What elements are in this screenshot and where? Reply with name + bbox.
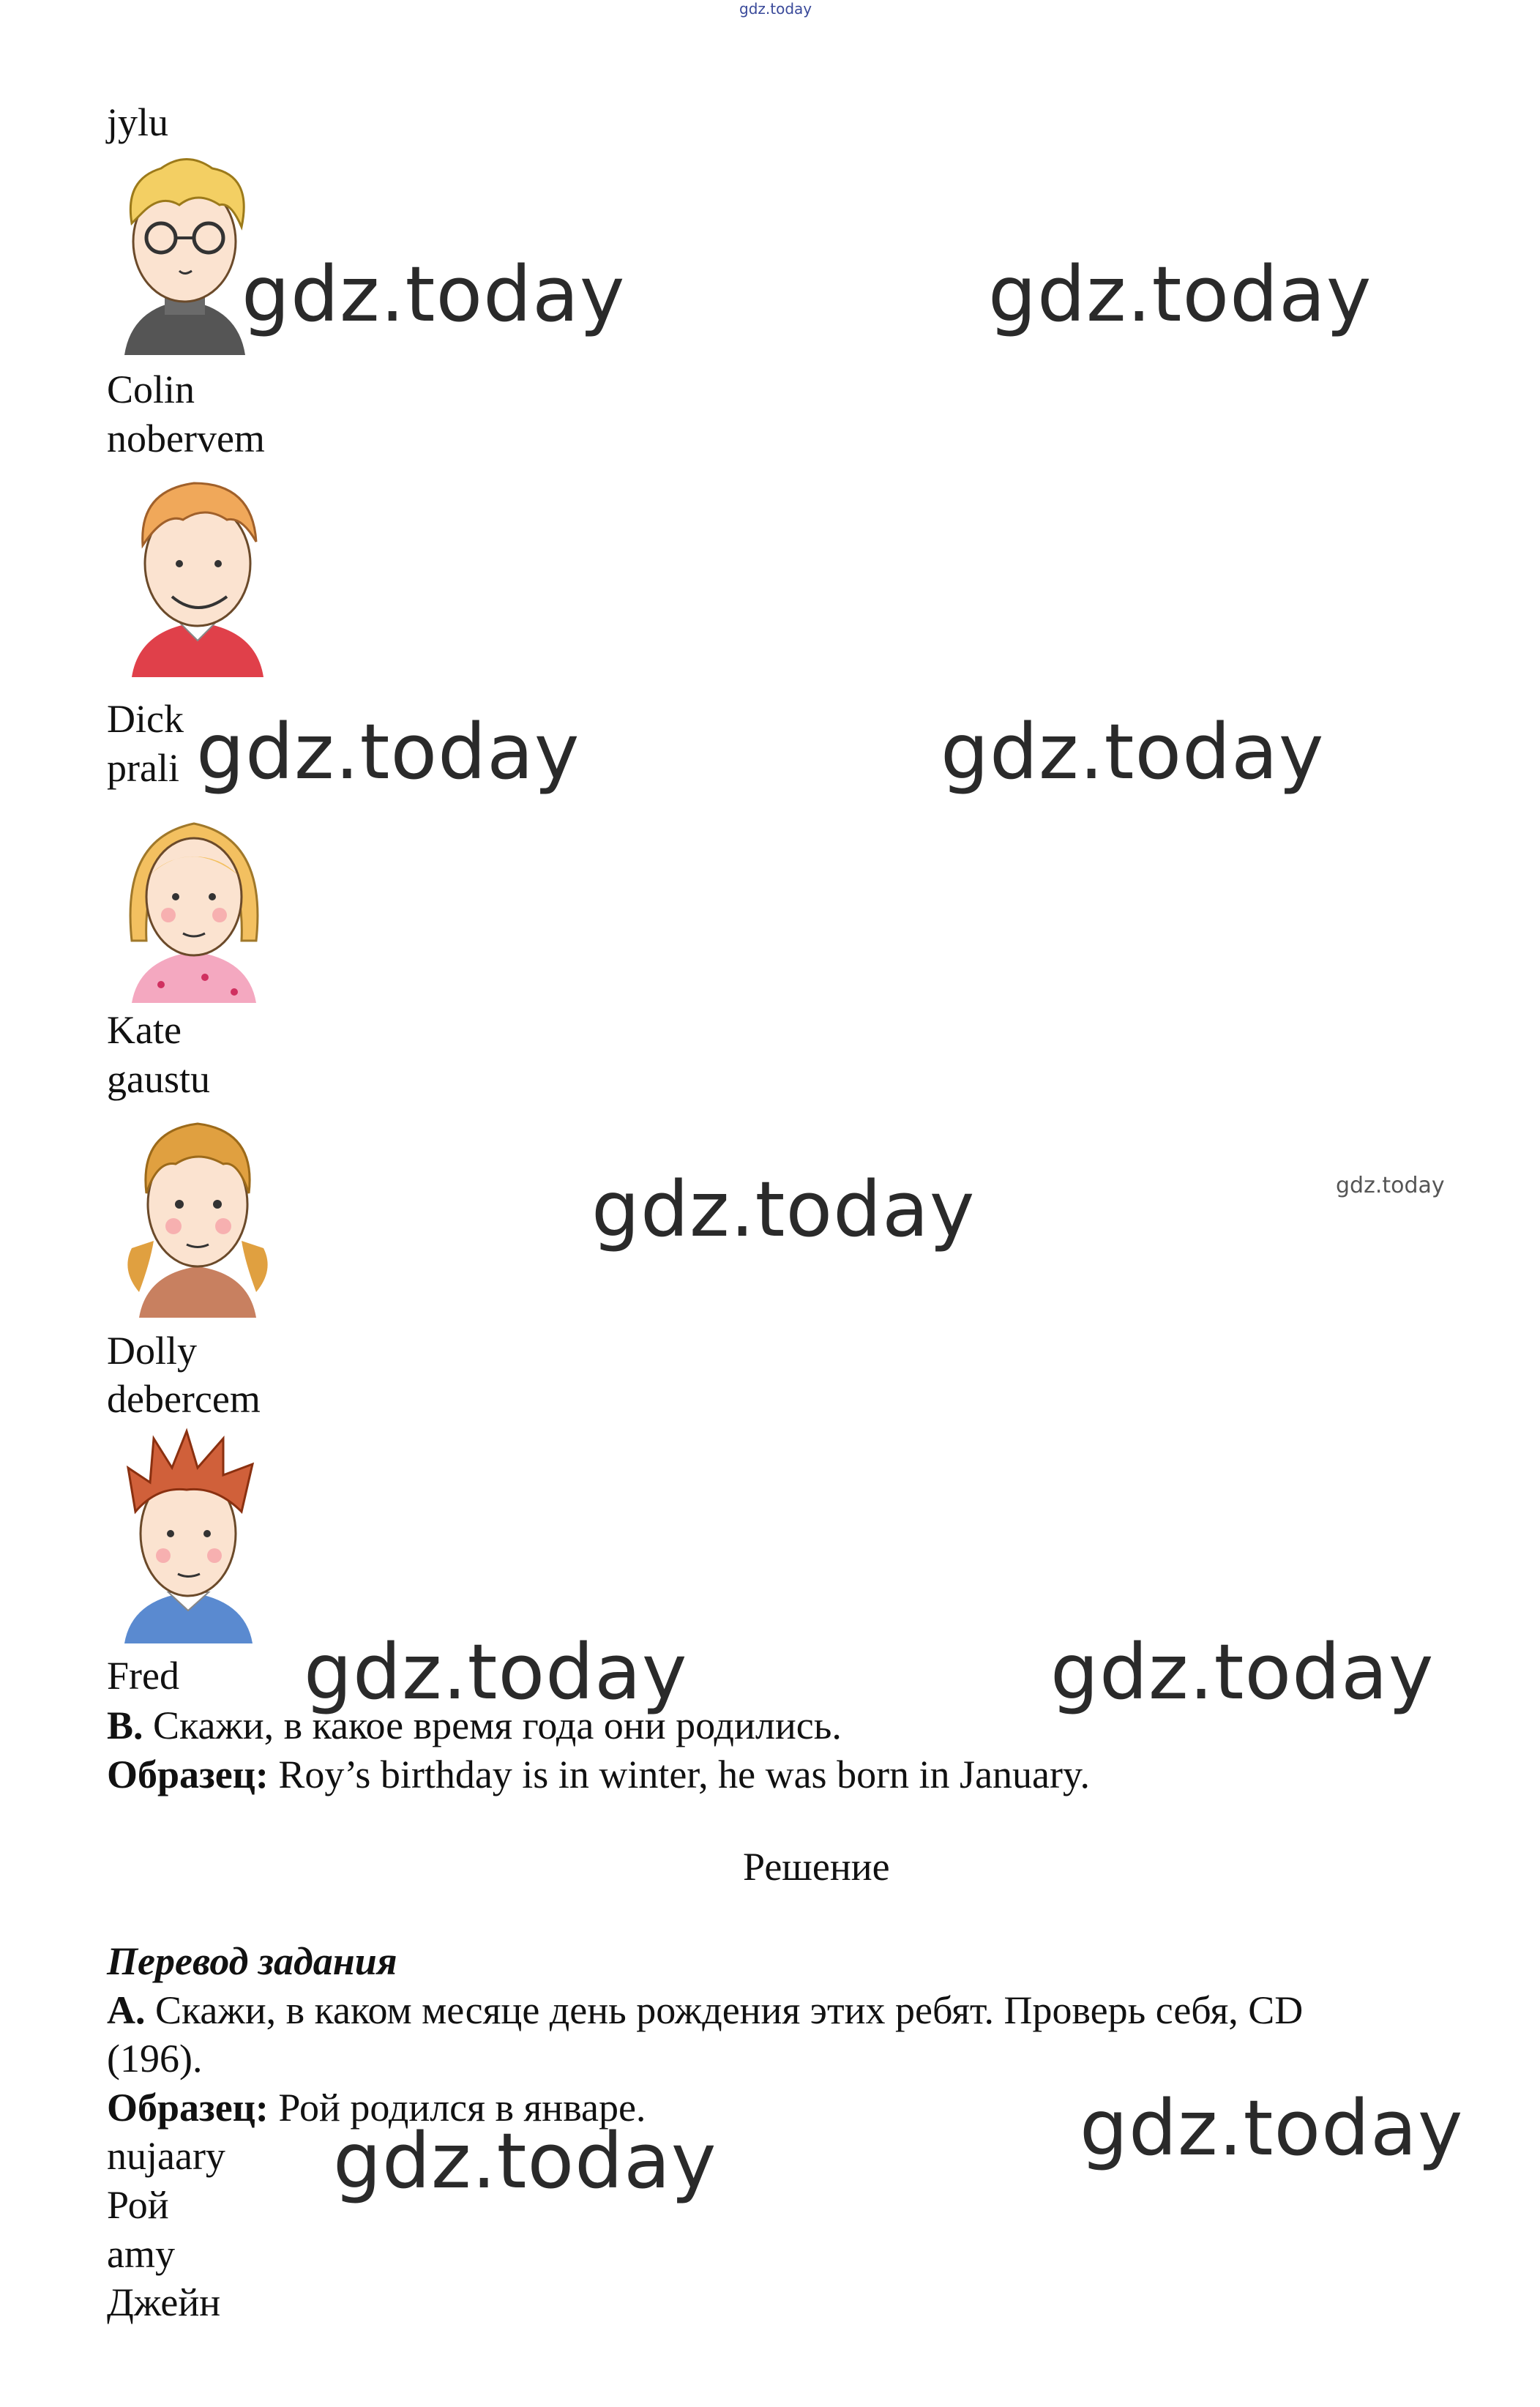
scrambled-word-5: debercem — [107, 1377, 261, 1421]
kid-name-2: Dick — [107, 697, 184, 741]
list-item-2: Рой — [107, 2183, 169, 2227]
watermark: gdz.today — [1050, 1627, 1435, 1717]
watermark: gdz.today — [1080, 2083, 1464, 2173]
portrait-colin — [110, 150, 260, 362]
watermark-top: gdz.today — [739, 0, 812, 18]
scrambled-word-2: nobervem — [107, 417, 265, 460]
task-a-text: Скажи, в каком месяце день рождения этих ребят. Проверь себя, CD — [155, 1988, 1304, 2032]
watermark-small: gdz.today — [1336, 1173, 1445, 1198]
portrait-dick — [124, 461, 271, 681]
list-item-3: amy — [107, 2232, 175, 2276]
task-a-label: А. — [107, 1988, 146, 2032]
scrambled-word-1: jylu — [107, 100, 169, 144]
watermark: gdz.today — [242, 250, 626, 339]
task-b-text: Скажи, в какое время года они родились. — [153, 1703, 842, 1747]
solution-heading: Решение — [743, 1845, 890, 1889]
example-b — [107, 1755, 1090, 1794]
list-item-1: nujaary — [107, 2134, 225, 2178]
task-a — [107, 1990, 1303, 2030]
example-a-label: Образец: — [107, 2086, 269, 2130]
watermark: gdz.today — [304, 1627, 688, 1717]
translation-heading: Перевод задания — [107, 1939, 397, 1983]
kid-name-1: Colin — [107, 367, 195, 411]
watermark: gdz.today — [196, 707, 580, 796]
watermark: gdz.today — [591, 1165, 976, 1254]
scrambled-word-4: gaustu — [107, 1057, 210, 1101]
portrait-fred — [113, 1424, 263, 1647]
example-b-text: Roy’s birthday is in winter, he was born in January. — [278, 1753, 1090, 1796]
task-a-line2: (196). — [107, 2037, 203, 2081]
watermark: gdz.today — [941, 707, 1325, 796]
kid-name-3: Kate — [107, 1008, 182, 1052]
watermark: gdz.today — [988, 250, 1372, 339]
example-b-label: Образец: — [107, 1753, 269, 1796]
portrait-kate — [117, 794, 271, 1007]
scrambled-word-3: prali — [107, 746, 179, 790]
example-a-text: Рой родился в январе. — [278, 2086, 646, 2130]
task-b-label: B. — [107, 1703, 143, 1747]
kid-name-4: Dolly — [107, 1329, 198, 1373]
portrait-dolly — [121, 1102, 274, 1321]
kid-name-5: Fred — [107, 1654, 179, 1698]
watermark: gdz.today — [333, 2116, 717, 2206]
list-item-4: Джейн — [107, 2280, 221, 2324]
